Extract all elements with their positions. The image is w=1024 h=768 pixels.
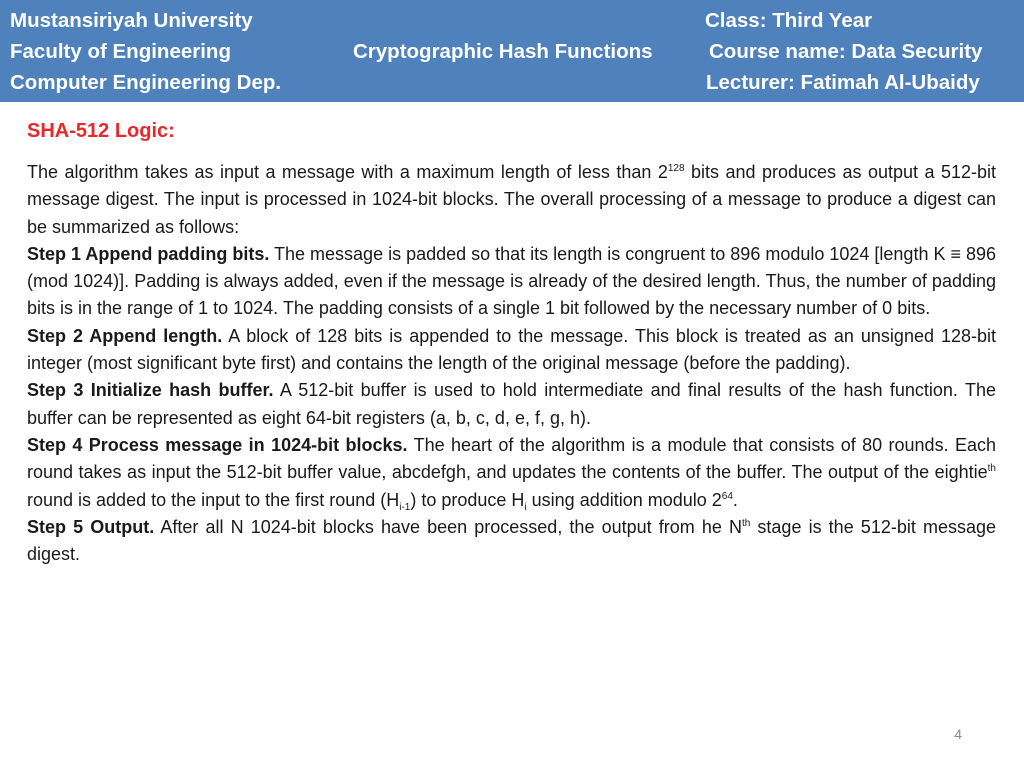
step-5-paragraph (27, 514, 996, 569)
lecturer-name: Lecturer: Fatimah Al-Ubaidy (706, 71, 980, 94)
step-4-text-e: . (732, 489, 738, 510)
subscript-i-1: i-1 (399, 501, 411, 513)
step-3-text: A 512-bit buffer is used to hold intermediate and final results of the hash function. The buffer can be represented as eight 64-bit registers (a, b, c, d, e, f, g, h). (27, 380, 996, 428)
intro-text: The algorithm takes as input a message with a maximum length of less than 2 (27, 162, 668, 182)
step-4-text-d: using addition modulo 2 (526, 489, 722, 510)
slide-body (27, 117, 996, 568)
intro-text-cont: bits and produces as output a 512-bit message digest. The input is processed in 1024-bit blocks. The overall processing of a message to produce a digest can be summarized as follows: (27, 162, 996, 237)
subscript-i: i (524, 501, 527, 513)
step-2-text: A block of 128 bits is appended to the message. This block is treated as an unsigned 128-bit integer (most significant byte first) and contains the length of the original message (before the padding). (27, 325, 996, 374)
university-name: Mustansiriyah University (10, 9, 253, 32)
step-1-text: The message is padded so that its length is congruent to 896 modulo 1024 [length K ≡ 896 (mod 1024)]. Padding is always added, even if the message is already of the desired length. Thus, the number of padding bits is in the range of 1 to 1024. The padding consists of a single 1 bit followed by the necessary number of 0 bits. (27, 243, 996, 319)
department-name: Computer Engineering Dep. (10, 71, 282, 94)
step-4-text-a: The heart of the algorithm is a module that consists of 80 rounds. Each round takes as input the 512-bit buffer value, abcdefgh, and updates the contents of the buffer. The output of the eightie (27, 434, 996, 483)
step-2-paragraph (27, 323, 996, 378)
slide-header (0, 0, 1024, 102)
faculty-name: Faculty of Engineering (10, 40, 231, 63)
step-5-text-b: stage is the 512-bit message digest. (27, 516, 996, 565)
intro-paragraph (27, 159, 996, 241)
section-heading: SHA-512 Logic: (27, 120, 175, 142)
course-name: Course name: Data Security (709, 40, 983, 63)
step-3-paragraph (27, 377, 996, 432)
step-4-text-c: ) to produce H (410, 489, 525, 510)
exponent-64: 64 (721, 490, 733, 502)
lecture-title: Cryptographic Hash Functions (353, 40, 653, 63)
step-1-label: Step 1 Append padding bits. (27, 243, 270, 264)
page-number: 4 (954, 726, 962, 742)
step-5-text-a: After all N 1024-bit blocks have been processed, the output from he N (154, 516, 742, 537)
step-2-label: Step 2 Append length. (27, 325, 223, 346)
step-4-text-b: round is added to the input to the first round (H (27, 489, 400, 510)
step-4-paragraph (27, 432, 996, 514)
step-3-label: Step 3 Initialize hash buffer. (27, 380, 274, 401)
step-1-paragraph (27, 241, 996, 323)
exponent-128: 128 (667, 163, 685, 174)
step-5-label: Step 5 Output. (27, 516, 155, 537)
superscript-th-2: th (741, 517, 751, 529)
step-4-label: Step 4 Process message in 1024-bit blocks. (27, 434, 408, 455)
superscript-th: th (987, 463, 996, 475)
class-info: Class: Third Year (705, 9, 873, 32)
